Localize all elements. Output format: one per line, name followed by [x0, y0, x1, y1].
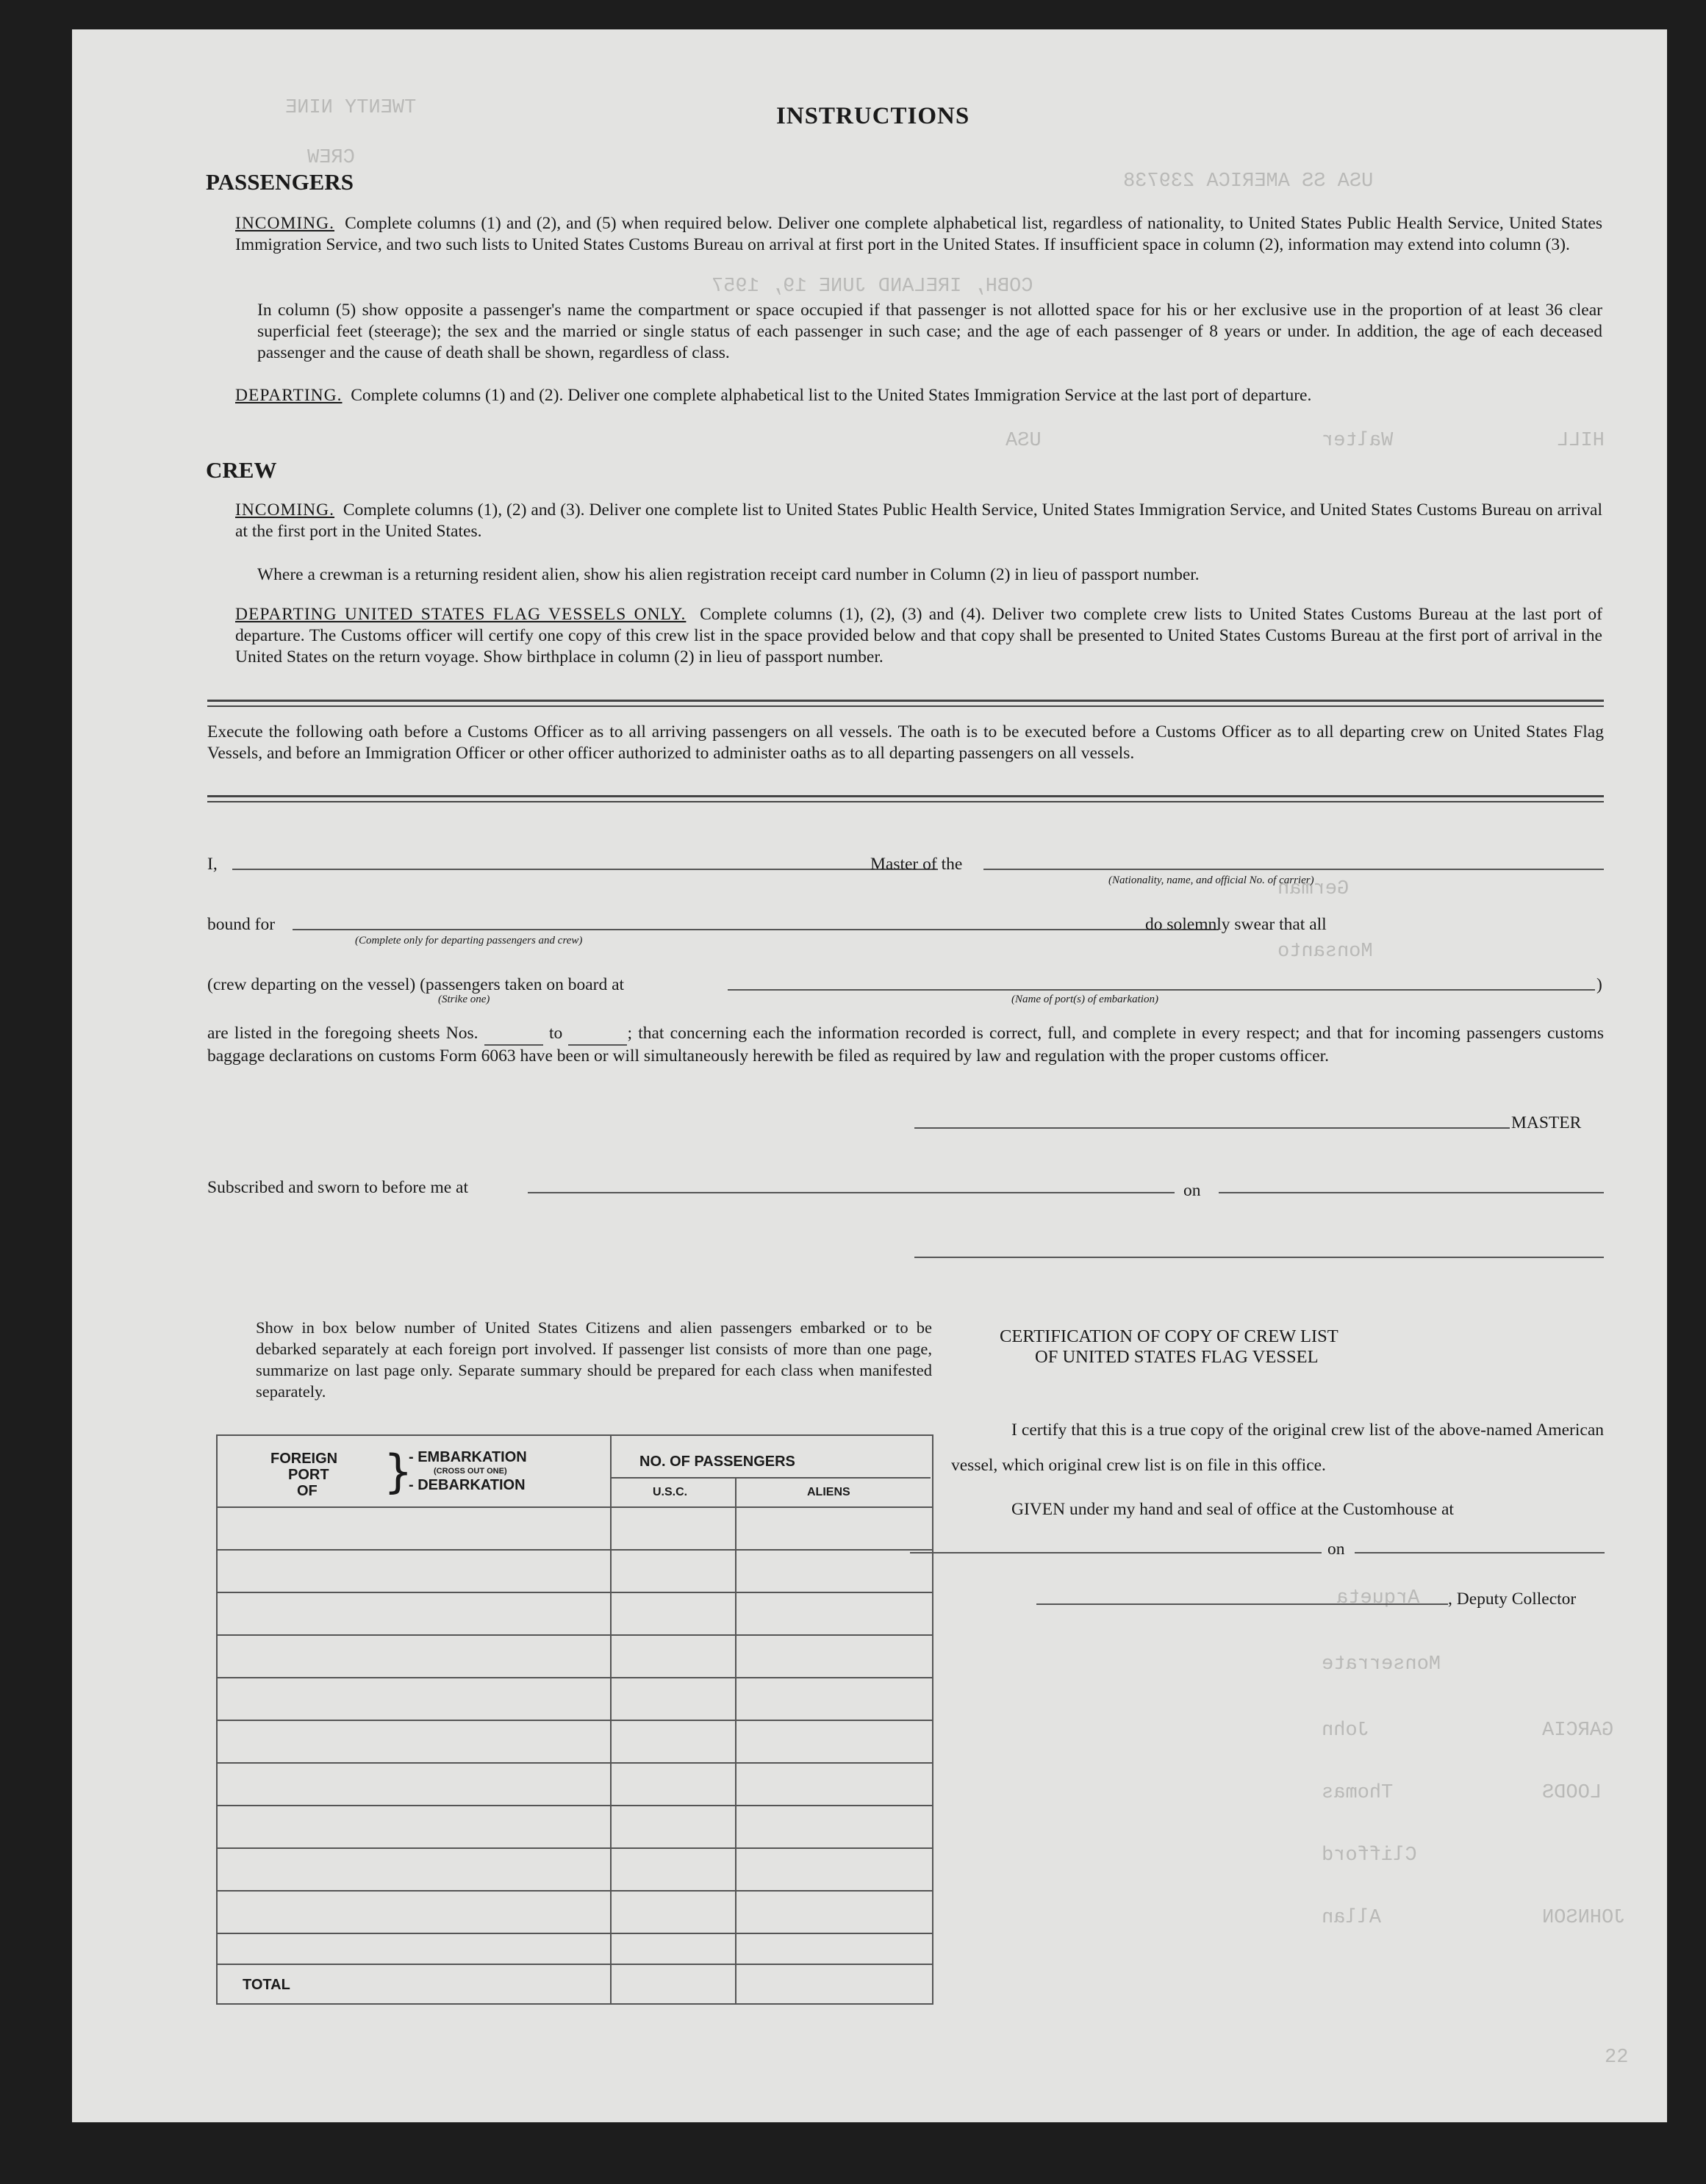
- table-row[interactable]: [216, 1805, 932, 1806]
- table-divider: [735, 1477, 736, 2005]
- bleedthrough-text: 22: [1605, 2047, 1629, 2069]
- listed-text-b: ; that concerning each the information recorded is correct, full, and complete in every respect; and that for incoming passengers customs baggage declarations on customs Form 6063 have been or will simultaneously herewith be filed as required by law and regulation with the proper customs officer.: [207, 1024, 1605, 1066]
- departing-note: (Complete only for departing passengers and crew): [355, 935, 583, 946]
- table-row[interactable]: [216, 1677, 932, 1678]
- certification-title-line2: OF UNITED STATES FLAG VESSEL: [1035, 1347, 1319, 1367]
- certification-date-field[interactable]: [1355, 1552, 1605, 1553]
- divider: [207, 795, 1604, 797]
- sworn-on-label: on: [1183, 1181, 1201, 1200]
- embarkation-ports-field[interactable]: [728, 989, 1595, 991]
- sheet-to-field[interactable]: [568, 1023, 627, 1046]
- bleedthrough-text: CREW: [307, 147, 355, 169]
- sworn-place-field[interactable]: [528, 1192, 1175, 1193]
- bleedthrough-text: Monsanto: [1277, 941, 1373, 963]
- table-divider: [216, 1506, 932, 1508]
- of-label: OF: [297, 1483, 318, 1499]
- bleedthrough-text: Monserrate: [1322, 1653, 1441, 1675]
- ports-note: (Name of port(s) of embarkation): [1011, 994, 1158, 1005]
- table-row[interactable]: [216, 1592, 932, 1593]
- listed-paragraph: [207, 1023, 1604, 1067]
- passengers-departing-text: Complete columns (1) and (2). Deliver one complete alphabetical list to the United States Immigration Service at the last port of departure.: [351, 386, 1312, 405]
- crew-incoming-text: Complete columns (1), (2) and (3). Deliver one complete list to United States Public Health Service, United States Immigration Service, and United States Customs Bureau on arrival at the first port in the United States.: [235, 500, 1603, 541]
- certification-title-line1: CERTIFICATION OF COPY OF CREW LIST: [1000, 1326, 1338, 1346]
- document-page: [72, 29, 1667, 2122]
- bleedthrough-text: German: [1277, 878, 1350, 900]
- bleedthrough-text: Arqueta: [1336, 1587, 1420, 1609]
- bleedthrough-text: HILL: [1557, 430, 1605, 452]
- column5-paragraph: In column (5) show opposite a passenger's name the compartment or space occupied if that passenger is not allotted space for his or her exclusive use in the proportion of at least 36 clear superficial feet (steerage); the sex and the married or single status of each passenger in such case; and the age of each passenger of 8 years or under. In addition, the age of each deceased passenger and the cause of death shall be shown, regardless of class.: [257, 301, 1602, 362]
- passengers-incoming-text: Complete columns (1) and (2), and (5) when required below. Deliver one complete alphabetical list, regardless of nationality, to United States Public Health Service, United States Immigration Service, and two such lists to United States Customs Bureau on arrival at first port in the United States. If insufficient space in column (2), information may extend into column (3).: [235, 214, 1603, 254]
- bleedthrough-text: JOHNSON: [1542, 1907, 1626, 1929]
- page-title: INSTRUCTIONS: [776, 103, 970, 129]
- table-row[interactable]: [216, 1933, 932, 1934]
- deputy-signature-field[interactable]: [1036, 1603, 1448, 1605]
- passengers-departing-paragraph: [235, 385, 1602, 406]
- bleedthrough-text: Allan: [1322, 1907, 1382, 1929]
- crew-departing-paragraph: [235, 604, 1602, 668]
- bleedthrough-text: COBH, IRELAND JUNE 19, 1957: [712, 276, 1033, 298]
- total-label: TOTAL: [243, 1977, 290, 1993]
- table-row[interactable]: [216, 1634, 932, 1636]
- strike-one-note: (Strike one): [438, 994, 490, 1005]
- given-text: GIVEN under my hand and seal of office at the Customhouse at: [1011, 1500, 1454, 1519]
- divider: [207, 700, 1604, 702]
- listed-text-a: are listed in the foregoing sheets Nos.: [207, 1024, 479, 1043]
- crew-departing-lead: DEPARTING UNITED STATES FLAG VESSELS ONLY.: [235, 605, 687, 624]
- bound-for-label: bound for: [207, 915, 276, 934]
- oath-intro: Execute the following oath before a Customs Officer as to all arriving passengers on all vessels. The oath is to be executed before a Customs Officer as to all departing crew on United States Flag Vessels, and before an Immigration Officer or other officer authorized to administer oaths as to all departing passengers on all vessels.: [207, 722, 1604, 763]
- debarkation-label: - DEBARKATION: [409, 1477, 526, 1493]
- passengers-incoming-paragraph: [235, 213, 1602, 256]
- crew-departing-text: (crew departing on the vessel) (passengers taken on board at: [207, 975, 625, 994]
- bleedthrough-text: Walter: [1322, 430, 1394, 452]
- bleedthrough-text: GARCIA: [1542, 1720, 1614, 1742]
- passengers-departing-lead: DEPARTING.: [235, 386, 343, 405]
- passengers-incoming-lead: INCOMING.: [235, 214, 334, 233]
- master-signature-field[interactable]: [914, 1127, 1510, 1129]
- crew-heading: CREW: [206, 457, 277, 483]
- master-name-field[interactable]: [232, 869, 938, 870]
- sworn-date-field[interactable]: [1219, 1192, 1604, 1193]
- passengers-heading: PASSENGERS: [206, 169, 354, 195]
- foreign-label: FOREIGN: [270, 1451, 338, 1467]
- bleedthrough-text: Clifford: [1322, 1844, 1417, 1867]
- sheet-from-field[interactable]: [484, 1023, 543, 1046]
- divider: [207, 705, 1604, 707]
- port-label: PORT: [288, 1467, 329, 1483]
- cross-out-note: (CROSS OUT ONE): [434, 1467, 507, 1476]
- bleedthrough-text: USA: [1006, 430, 1042, 452]
- table-row[interactable]: [216, 1847, 932, 1849]
- listed-to: to: [548, 1024, 563, 1043]
- bound-for-field[interactable]: [293, 929, 1219, 930]
- crew-resident-paragraph: Where a crewman is a returning resident alien, show his alien registration receipt card number in Column (2) in lieu of passport number.: [257, 565, 1200, 584]
- table-row[interactable]: [216, 1964, 932, 1965]
- bleedthrough-text: TWENTY NINE: [285, 97, 417, 119]
- crew-incoming-paragraph: [235, 500, 1602, 542]
- subscribed-label: Subscribed and sworn to before me at: [207, 1178, 469, 1197]
- table-row[interactable]: [216, 1720, 932, 1721]
- customhouse-field[interactable]: [910, 1552, 1322, 1553]
- certification-on-label: on: [1327, 1540, 1345, 1559]
- bleedthrough-text: Thomas: [1322, 1782, 1394, 1804]
- table-divider: [612, 1477, 931, 1479]
- divider: [207, 801, 1604, 802]
- certify-text: I certify that this is a true copy of the original crew list of the above-named American vessel, which original crew list is on file in this office.: [951, 1420, 1604, 1475]
- crew-departing-text: Complete columns (1), (2), (3) and (4). Deliver two complete crew lists to United States Customs Bureau at the last port of departure. The Customs officer will certify one copy of this crew list in the space provided below and that copy shall be presented to United States Customs Bureau at the first port of arrival in the United States on the return voyage. Show birthplace in column (2) in lieu of passport number.: [235, 605, 1603, 667]
- embarkation-label: - EMBARKATION: [409, 1449, 527, 1465]
- master-label: MASTER: [1511, 1113, 1582, 1132]
- crew-incoming-lead: INCOMING.: [235, 500, 334, 520]
- bleedthrough-text: LOODS: [1542, 1782, 1602, 1804]
- summary-instructions: Show in box below number of United States Citizens and alien passengers embarked or to be debarked separately at each foreign port involved. If passenger list consists of more than one page, summarize on last page only. Separate summary should be prepared for each class when manifested separately.: [256, 1318, 932, 1401]
- table-row[interactable]: [216, 1762, 932, 1764]
- close-paren: ): [1596, 975, 1602, 994]
- officer-signature-field[interactable]: [914, 1257, 1604, 1258]
- oath-i-label: I,: [207, 855, 218, 874]
- bleedthrough-text: John: [1322, 1720, 1369, 1742]
- carrier-field[interactable]: [983, 869, 1604, 870]
- deputy-collector-label: , Deputy Collector: [1448, 1589, 1577, 1609]
- master-of-the-label: Master of the: [870, 855, 963, 874]
- table-row[interactable]: [216, 1890, 932, 1892]
- aliens-header: ALIENS: [807, 1486, 850, 1498]
- solemnly-swear-text: do solemnly swear that all: [1145, 915, 1327, 934]
- brace-glyph: }: [384, 1445, 413, 1498]
- bleedthrough-text: USA SS AMERICA 239738: [1123, 170, 1374, 193]
- no-passengers-header: NO. OF PASSENGERS: [639, 1454, 795, 1470]
- table-row[interactable]: [216, 1549, 932, 1551]
- nationality-note: (Nationality, name, and official No. of carrier): [1108, 874, 1314, 886]
- usc-header: U.S.C.: [653, 1486, 688, 1498]
